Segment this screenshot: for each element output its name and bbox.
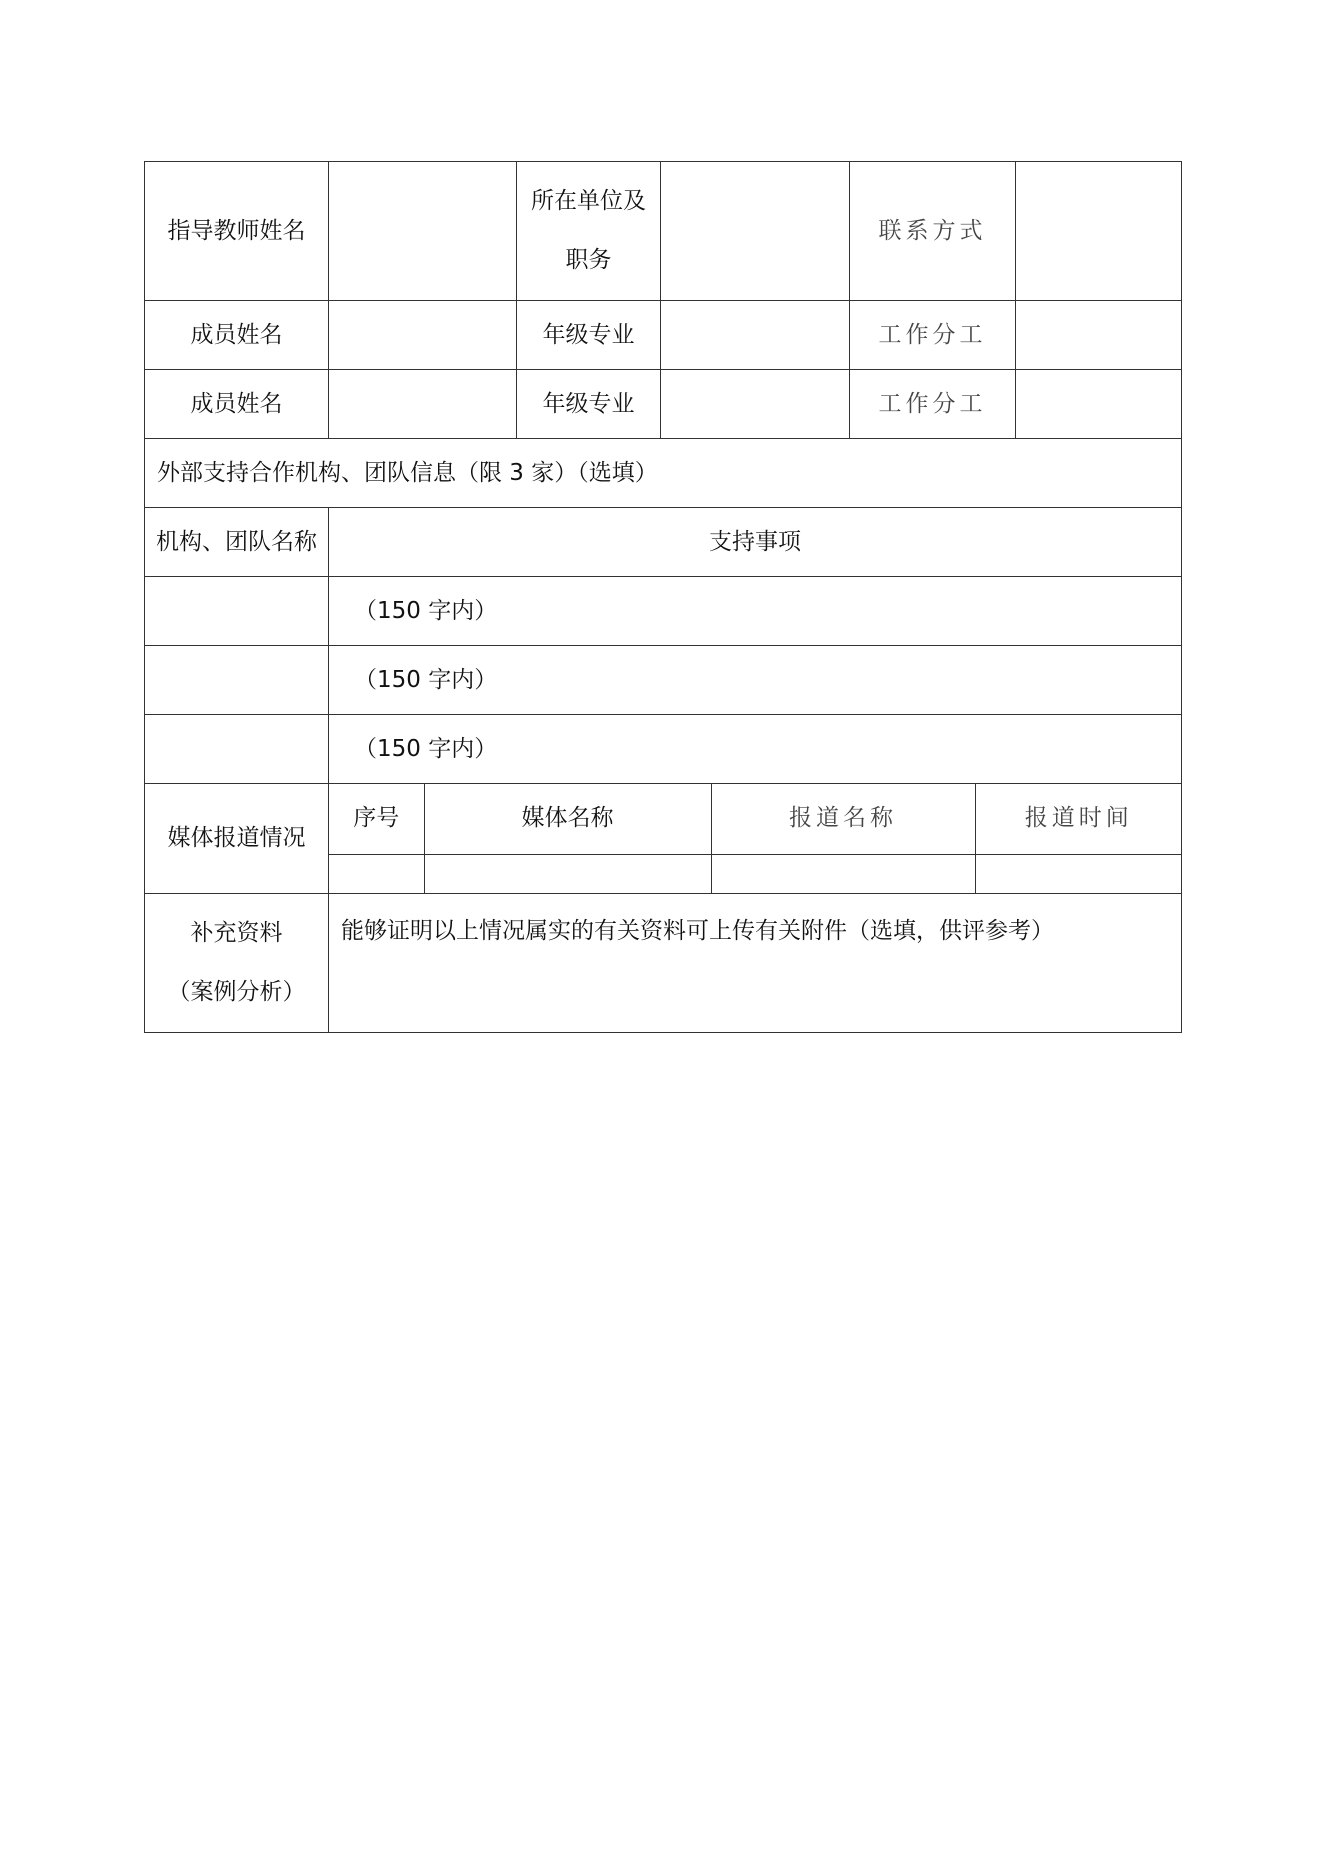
external-support-header-row (145, 508, 1182, 577)
unit-title-label-line2: 职务 (565, 247, 612, 273)
advisor-name-label: 指导教师姓名 (145, 162, 329, 301)
division-field[interactable] (1016, 301, 1182, 370)
supplement-field[interactable]: 能够证明以上情况属实的有关资料可上传有关附件（选填，供评参考） (329, 894, 1182, 1033)
media-table (329, 784, 1182, 893)
form-table (144, 161, 1182, 1033)
supplement-row (145, 894, 1182, 1033)
division-field[interactable] (1016, 370, 1182, 439)
support-items-column-header: 支持事项 (329, 508, 1182, 577)
media-row (145, 784, 1182, 894)
member-name-field[interactable] (329, 370, 517, 439)
org-name-field[interactable] (145, 715, 329, 784)
member-name-label: 成员姓名 (145, 370, 329, 439)
external-support-row (145, 715, 1182, 784)
media-index-header: 序号 (329, 784, 424, 854)
report-time-header: 报道时间 (975, 784, 1182, 854)
external-support-row (145, 646, 1182, 715)
member-name-field[interactable] (329, 301, 517, 370)
external-support-title-row (145, 439, 1182, 508)
media-table-cell (329, 784, 1182, 894)
contact-label: 联系方式 (850, 162, 1016, 301)
unit-title-label-line1: 所在单位及 (531, 188, 646, 214)
media-header-row (329, 784, 1182, 854)
grade-major-field[interactable] (661, 301, 850, 370)
grade-major-label: 年级专业 (517, 301, 661, 370)
media-index-field[interactable] (329, 854, 424, 893)
media-name-header: 媒体名称 (424, 784, 711, 854)
application-form (144, 161, 1181, 1033)
supplement-label-line1: 补充资料 (190, 920, 283, 946)
report-time-field[interactable] (975, 854, 1182, 893)
member-name-label: 成员姓名 (145, 301, 329, 370)
support-items-field[interactable]: （150 字内） (329, 715, 1182, 784)
support-items-field[interactable]: （150 字内） (329, 577, 1182, 646)
advisor-name-field[interactable] (329, 162, 517, 301)
media-entry-row (329, 854, 1182, 893)
report-title-header: 报道名称 (711, 784, 975, 854)
external-support-row (145, 577, 1182, 646)
supplement-label-line2: （案例分析） (167, 979, 306, 1005)
grade-major-label: 年级专业 (517, 370, 661, 439)
member-row (145, 301, 1182, 370)
org-name-column-header: 机构、团队名称 (145, 508, 329, 577)
unit-title-label (517, 162, 661, 301)
unit-title-field[interactable] (661, 162, 850, 301)
contact-field[interactable] (1016, 162, 1182, 301)
report-title-field[interactable] (711, 854, 975, 893)
org-name-field[interactable] (145, 577, 329, 646)
support-items-field[interactable]: （150 字内） (329, 646, 1182, 715)
grade-major-field[interactable] (661, 370, 850, 439)
division-label: 工作分工 (850, 370, 1016, 439)
member-row (145, 370, 1182, 439)
supplement-label (145, 894, 329, 1033)
advisor-row (145, 162, 1182, 301)
media-label: 媒体报道情况 (145, 784, 329, 894)
division-label: 工作分工 (850, 301, 1016, 370)
external-support-title: 外部支持合作机构、团队信息（限 3 家）（选填） (145, 439, 1182, 508)
media-name-field[interactable] (424, 854, 711, 893)
org-name-field[interactable] (145, 646, 329, 715)
